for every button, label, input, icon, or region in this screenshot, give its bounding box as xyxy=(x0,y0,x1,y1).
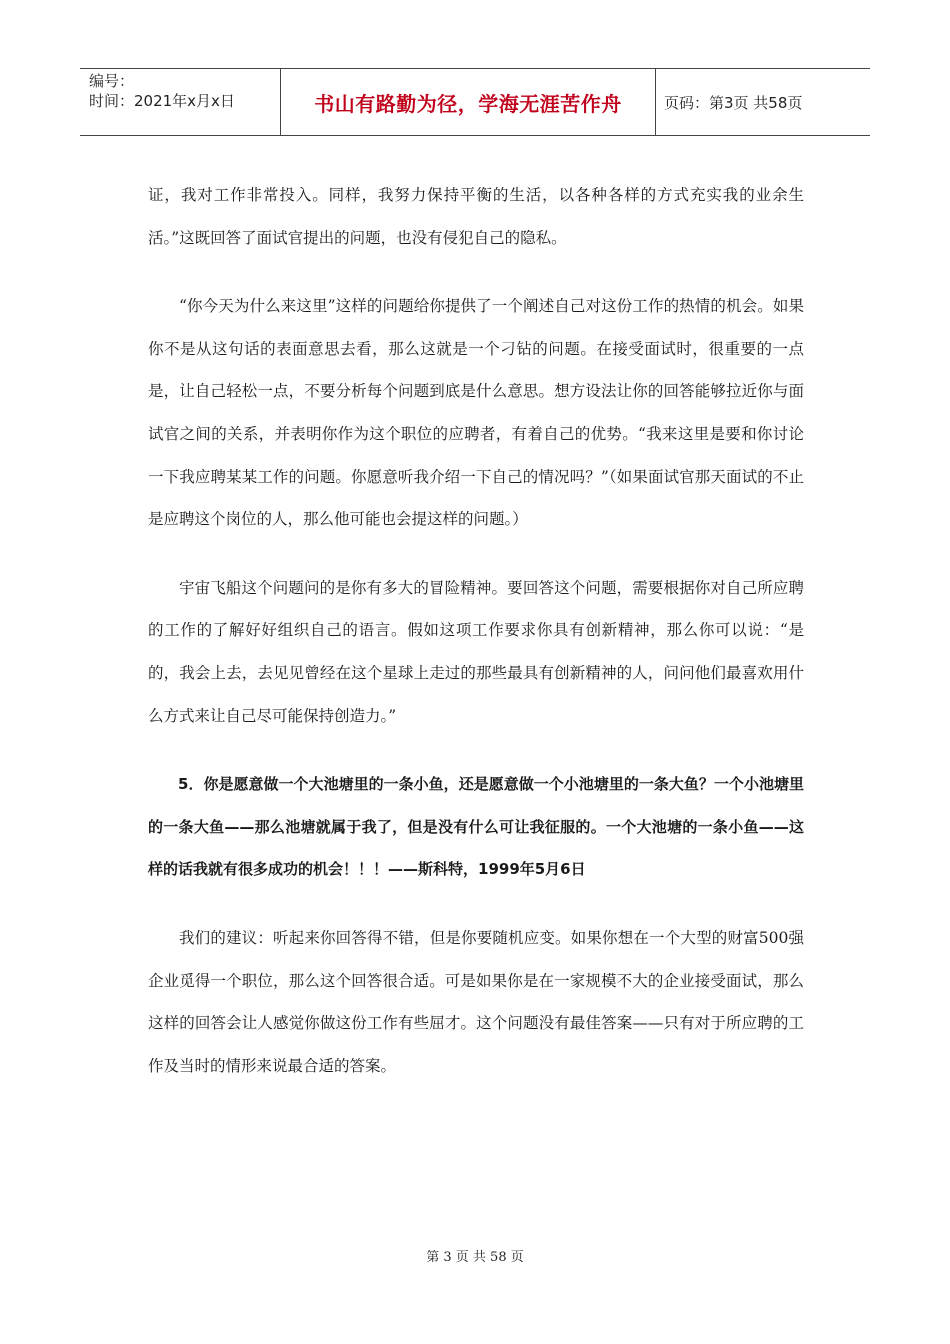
serial-label: 编号： xyxy=(89,72,135,90)
paragraph-advice: 我们的建议：听起来你回答得不错，但是你要随机应变。如果你想在一个大型的财富500强企业觅得一个职位，那么这个回答很合适。可是如果你是在一家规模不大的企业接受面试，那么这样的回答会让人感觉你做这份工作有些屈才。这个问题没有最佳答案——只有对于所应聘的工作及当时的情形来说最合适的答案。 xyxy=(148,928,804,1075)
header-page-info: 页码：第3页 共58页 xyxy=(664,93,803,112)
document-body xyxy=(148,174,804,1113)
page-footer: 第 3 页 共 58 页 xyxy=(426,1250,524,1265)
time-line: 时间：2021年x月x日 xyxy=(89,92,235,110)
page-header xyxy=(80,68,870,136)
paragraph-spaceship: 宇宙飞船这个问题问的是你有多大的冒险精神。要回答这个问题，需要根据你对自己所应聘的工作的了解好好组织自己的语言。假如这项工作要求你具有创新精神，那么你可以说：“是的，我会上去，去见见曾经在这个星球上走过的那些最具有创新精神的人，问问他们最喜欢用什么方式来让自己尽可能保持创造力。” xyxy=(148,578,804,725)
header-meta xyxy=(80,69,281,135)
paragraph-why-here: “你今天为什么来这里”这样的问题给你提供了一个阐述自己对这份工作的热情的机会。如果你不是从这句话的表面意思去看，那么这就是一个刁钻的问题。在接受面试时，很重要的一点是，让自己轻松一点，不要分析每个问题到底是什么意思。想方设法让你的回答能够拉近你与面试官之间的关系，并表明你作为这个职位的应聘者，有着自己的优势。“我来这里是要和你讨论一下我应聘某某工作的问题。你愿意听我介绍一下自己的情况吗？”（如果面试官那天面试的不止是应聘这个岗位的人，那么他可能也会提这样的问题。） xyxy=(148,297,804,529)
paragraph-continuation: 证，我对工作非常投入。同样，我努力保持平衡的生活，以各种各样的方式充实我的业余生活。”这既回答了面试官提出的问题，也没有侵犯自己的隐私。 xyxy=(148,186,804,247)
question-5-heading: 5．你是愿意做一个大池塘里的一条小鱼，还是愿意做一个小池塘里的一条大鱼？一个小池塘里的一条大鱼——那么池塘就属于我了，但是没有什么可让我征服的。一个大池塘的一条小鱼——这样的话我就有很多成功的机会！！！——斯科特，1999年5月6日 xyxy=(148,775,804,879)
header-motto: 书山有路勤为径，学海无涯苦作舟 xyxy=(281,69,656,135)
